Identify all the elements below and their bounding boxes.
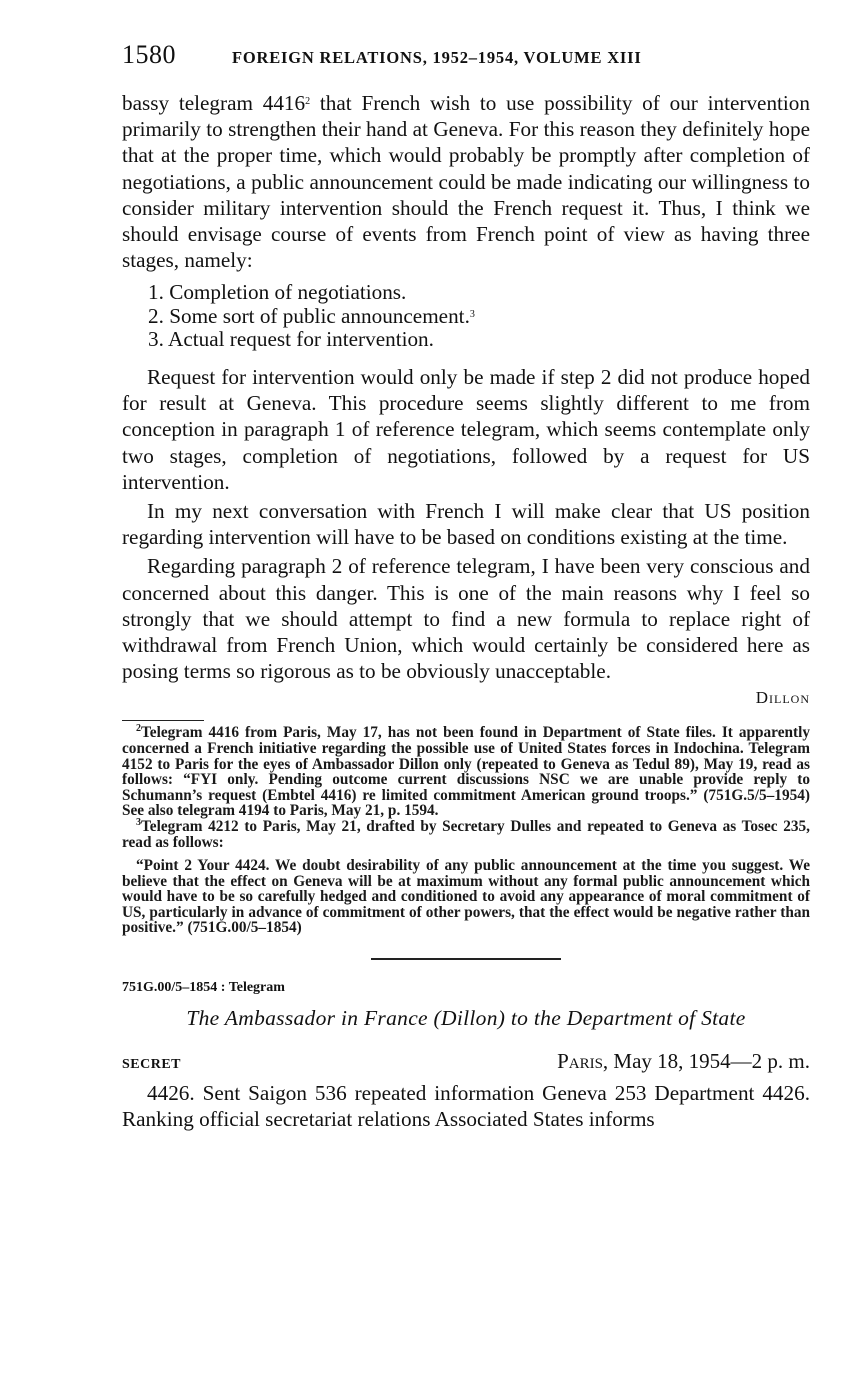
footnote-ref-3[interactable]: 3 [469, 308, 475, 320]
paragraph-4: Regarding paragraph 2 of reference telegram, I have been very conscious and concerned about this danger. This is one of the main reasons why I feel so strongly that we should attempt to find a new formula to replace right of withdrawal from French Union, which would certainly be considered here as posing terms so rigorous as to be obviously unacceptable. [122, 554, 810, 684]
document-title: The Ambassador in France (Dillon) to the Department of State [186, 1006, 746, 1031]
footnote-2: $^2$Telegram 4416 from Paris, May 17, has not been found in Department of State files. It apparently concerned a French initiative regarding the possible use of United States forces in Indochina. Telegram 4152 to Paris for the eyes of Ambassador Dillon only (repeated to Geneva as Tedul 89), May 19, read as follows: “FYI only. Pending outcome current discussions NSC we are unable provide reply to Schumann’s request (Embtel 4416) re limited commitment American ground troops.” (751G.5/5–1954) See also telegram 4194 to Paris, May 21, p. 1594. [122, 723, 810, 820]
telegram-body [122, 90, 810, 684]
stages-list [122, 281, 810, 352]
classification-row [122, 1049, 810, 1074]
stage-item: 2. Some sort of public announcement.$^3$ [148, 303, 475, 328]
signature: Dillon [755, 688, 810, 708]
footnote-ref-2[interactable]: 2 [305, 96, 311, 107]
stage-item: 1. Completion of negotiations. [148, 280, 407, 305]
footnote-3: $^3$Telegram 4212 to Paris, May 21, drafted by Secretary Dulles and repeated to Geneva as Tosec 235, read as follows: [122, 816, 810, 851]
paragraph-3: In my next conversation with French I will make clear that US position regarding intervention will have to be based on conditions existing at the time. [122, 498, 810, 550]
paragraph-1: bassy telegram 4416$^2$ that French wish to use possibility of our intervention primarily to strengthen their hand at Geneva. For this reason they definitely hope that at the proper time, which would probably be promptly after completion of negotiations, a public announcement could be made indicating our willingness to consider military intervention should the French request it. Thus, I think we should envisage course of events from French point of view as having three stages, namely: [122, 91, 810, 273]
footnotes [122, 725, 810, 936]
dateline: Paris, May 18, 1954—2 p. m. [557, 1049, 810, 1074]
document-page [122, 40, 810, 1132]
paragraph-2: Request for intervention would only be made if step 2 did not produce hoped for result at Geneva. This procedure seems slightly different to me from conception in paragraph 1 of reference telegram, which seems contemplate only two stages, completion of negotiations, followed by a request for US intervention. [122, 364, 810, 494]
next-telegram-text: 4426. Sent Saigon 536 repeated information Geneva 253 Department 4426. Ranking official secretariat relations Associated States informs [122, 1081, 810, 1132]
page-header [122, 40, 810, 90]
classification-label: SECRET [122, 1057, 182, 1073]
document-separator [371, 958, 561, 960]
file-number: 751G.00/5–1854 : Telegram [122, 980, 285, 996]
running-head: FOREIGN RELATIONS, 1952–1954, VOLUME XIII [232, 48, 642, 67]
page-number: 1580 [122, 40, 176, 69]
footnote-3-quote: “Point 2 Your 4424. We doubt desirability of any public announcement at the time you suggest. We believe that the effect on Geneva will be at maximum without any formal public announcement which would have to be so carefully hedged and conditioned to avoid any appearance of moral commitment of US, particularly in advance of commitment of other powers, that the effect would be negative rather than positive.” (751G.00/5–1854) [122, 857, 810, 937]
stage-item: 3. Actual request for intervention. [148, 327, 434, 352]
footnote-divider [122, 720, 204, 721]
